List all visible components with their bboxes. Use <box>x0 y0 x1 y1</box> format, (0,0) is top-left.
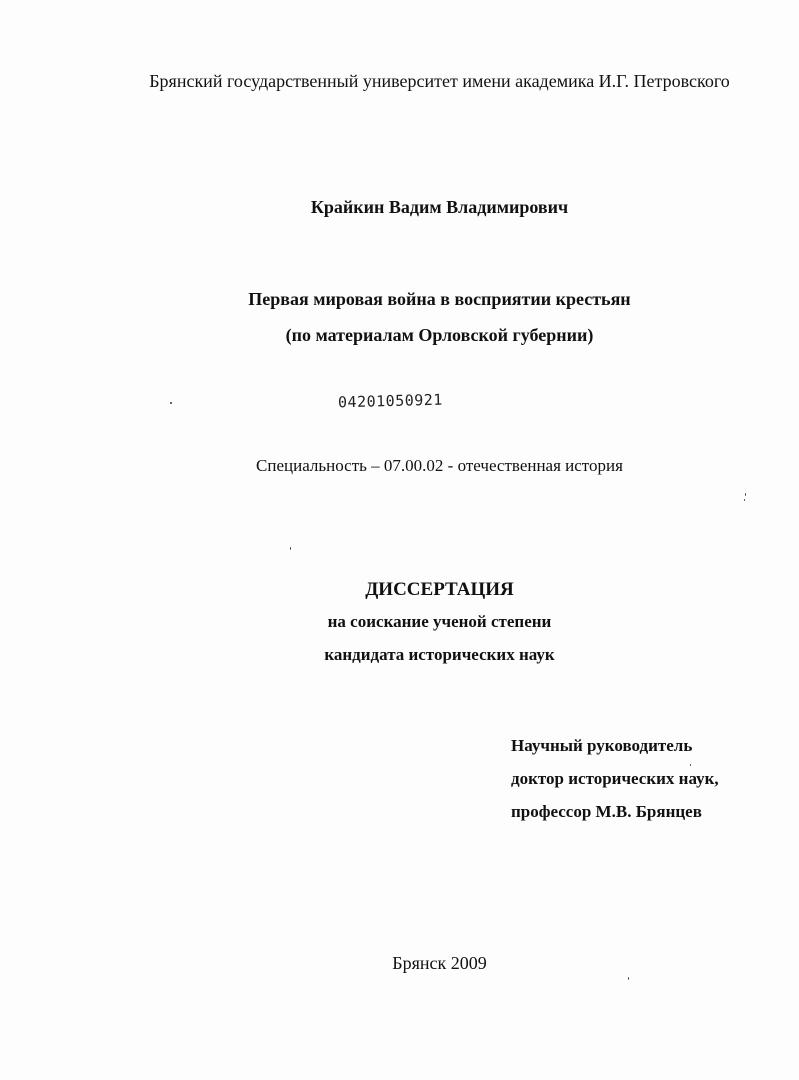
scan-speck <box>745 493 746 496</box>
scan-speck <box>690 764 691 766</box>
specialty-line: Специальность – 07.00.02 - отечественная история <box>256 456 623 475</box>
city-and-year: Брянск 2009 <box>392 953 487 973</box>
university-name: Брянский государственный университет имени академика И.Г. Петровского <box>149 71 730 91</box>
supervisor-name: профессор М.В. Брянцев <box>511 802 702 821</box>
author-name: Крайкин Вадим Владимирович <box>310 197 569 217</box>
scan-speck <box>170 402 172 404</box>
dissertation-title-line-2: (по материалам Орловской губернии) <box>285 325 594 345</box>
scan-speck <box>628 977 629 980</box>
registration-number-stamp: 04201050921 <box>337 390 444 412</box>
supervisor-role: Научный руководитель <box>511 736 693 755</box>
scan-speck <box>744 499 745 501</box>
supervisor-degree: доктор исторических наук, <box>511 769 719 788</box>
document-type-heading: ДИССЕРТАЦИЯ <box>365 579 514 600</box>
degree-line-2: кандидата исторических наук <box>324 645 555 664</box>
dissertation-title-line-1: Первая мировая война в восприятии крестьян <box>248 289 631 309</box>
degree-line-1: на соискание ученой степени <box>327 612 552 631</box>
scan-speck <box>290 547 291 550</box>
supervisor-block <box>511 736 719 835</box>
